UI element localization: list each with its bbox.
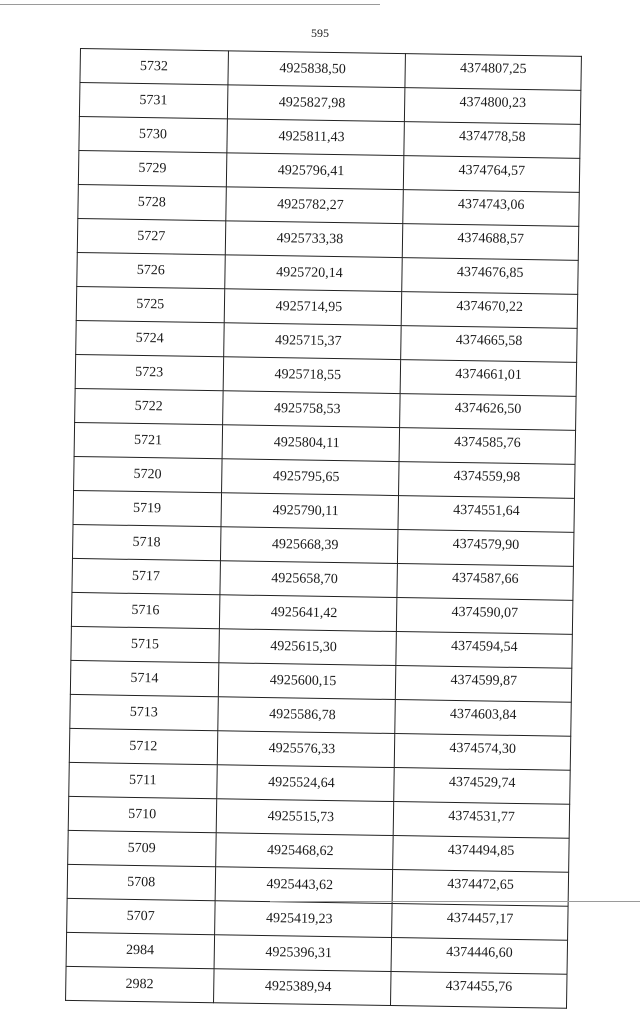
y-coordinate-cell: 4374494,85 [393,836,569,873]
point-number-cell: 5727 [77,218,225,254]
y-coordinate-cell: 4374457,17 [392,904,568,941]
x-coordinate-cell: 4925641,42 [219,595,397,632]
x-coordinate-cell: 4925796,41 [226,153,404,190]
point-number-cell: 2984 [66,932,214,968]
y-coordinate-cell: 4374764,57 [404,156,580,193]
x-coordinate-cell: 4925615,30 [218,629,396,666]
y-coordinate-cell: 4374800,23 [405,88,581,125]
y-coordinate-cell: 4374551,64 [398,496,574,533]
point-number-cell: 5708 [67,864,215,900]
point-number-cell: 5714 [70,660,218,696]
x-coordinate-cell: 4925827,98 [227,85,405,122]
point-number-cell: 5720 [74,456,222,492]
x-coordinate-cell: 4925468,62 [215,833,393,870]
x-coordinate-cell: 4925795,65 [221,459,399,496]
coordinates-table-wrapper [65,48,582,1009]
x-coordinate-cell: 4925515,73 [216,799,394,836]
y-coordinate-cell: 4374585,76 [399,428,575,465]
point-number-cell: 2982 [66,966,214,1002]
x-coordinate-cell: 4925389,94 [213,969,391,1006]
x-coordinate-cell: 4925576,33 [217,731,395,768]
y-coordinate-cell: 4374661,01 [400,360,576,397]
y-coordinate-cell: 4374676,85 [402,258,578,295]
x-coordinate-cell: 4925524,64 [216,765,394,802]
x-coordinate-cell: 4925600,15 [218,663,396,700]
y-coordinate-cell: 4374559,98 [399,462,575,499]
x-coordinate-cell: 4925443,62 [215,867,393,904]
point-number-cell: 5726 [77,252,225,288]
point-number-cell: 5732 [80,49,228,85]
y-coordinate-cell: 4374531,77 [393,802,569,839]
x-coordinate-cell: 4925804,11 [222,425,400,462]
x-coordinate-cell: 4925396,31 [214,935,392,972]
y-coordinate-cell: 4374599,87 [396,666,572,703]
point-number-cell: 5724 [76,320,224,356]
point-number-cell: 5716 [71,592,219,628]
y-coordinate-cell: 4374590,07 [397,598,573,635]
point-number-cell: 5729 [78,150,226,186]
point-number-cell: 5719 [73,490,221,526]
point-number-cell: 5730 [79,116,227,152]
x-coordinate-cell: 4925811,43 [226,119,404,156]
point-number-cell: 5711 [69,762,217,798]
x-coordinate-cell: 4925733,38 [225,221,403,258]
x-coordinate-cell: 4925714,95 [224,289,402,326]
point-number-cell: 5723 [75,354,223,390]
x-coordinate-cell: 4925658,70 [219,561,397,598]
scan-edge-top [0,4,380,5]
y-coordinate-cell: 4374574,30 [395,734,571,771]
point-number-cell: 5718 [72,524,220,560]
x-coordinate-cell: 4925715,37 [223,323,401,360]
scan-edge-bottom [270,901,640,902]
x-coordinate-cell: 4925838,50 [227,51,405,88]
coordinates-table [65,48,582,1009]
y-coordinate-cell: 4374587,66 [397,564,573,601]
y-coordinate-cell: 4374446,60 [391,938,567,975]
point-number-cell: 5707 [67,898,215,934]
y-coordinate-cell: 4374579,90 [398,530,574,567]
x-coordinate-cell: 4925758,53 [222,391,400,428]
y-coordinate-cell: 4374455,76 [391,972,567,1009]
x-coordinate-cell: 4925718,55 [223,357,401,394]
table-body [66,49,582,1009]
y-coordinate-cell: 4374778,58 [404,122,580,159]
point-number-cell: 5713 [70,694,218,730]
y-coordinate-cell: 4374603,84 [395,700,571,737]
y-coordinate-cell: 4374807,25 [405,54,581,91]
y-coordinate-cell: 4374743,06 [403,190,579,227]
point-number-cell: 5725 [76,286,224,322]
point-number-cell: 5717 [72,558,220,594]
point-number-cell: 5728 [78,184,226,220]
point-number-cell: 5722 [75,388,223,424]
y-coordinate-cell: 4374472,65 [392,870,568,907]
y-coordinate-cell: 4374594,54 [396,632,572,669]
y-coordinate-cell: 4374665,58 [401,326,577,363]
x-coordinate-cell: 4925586,78 [217,697,395,734]
x-coordinate-cell: 4925790,11 [221,493,399,530]
y-coordinate-cell: 4374688,57 [403,224,579,261]
point-number-cell: 5721 [74,422,222,458]
x-coordinate-cell: 4925419,23 [214,901,392,938]
page-number: 595 [311,26,329,40]
y-coordinate-cell: 4374670,22 [401,292,577,329]
point-number-cell: 5731 [79,83,227,119]
point-number-cell: 5712 [69,728,217,764]
point-number-cell: 5709 [68,830,216,866]
point-number-cell: 5715 [71,626,219,662]
y-coordinate-cell: 4374529,74 [394,768,570,805]
x-coordinate-cell: 4925720,14 [224,255,402,292]
table-row [66,966,567,1008]
point-number-cell: 5710 [68,796,216,832]
x-coordinate-cell: 4925668,39 [220,527,398,564]
x-coordinate-cell: 4925782,27 [225,187,403,224]
y-coordinate-cell: 4374626,50 [400,394,576,431]
